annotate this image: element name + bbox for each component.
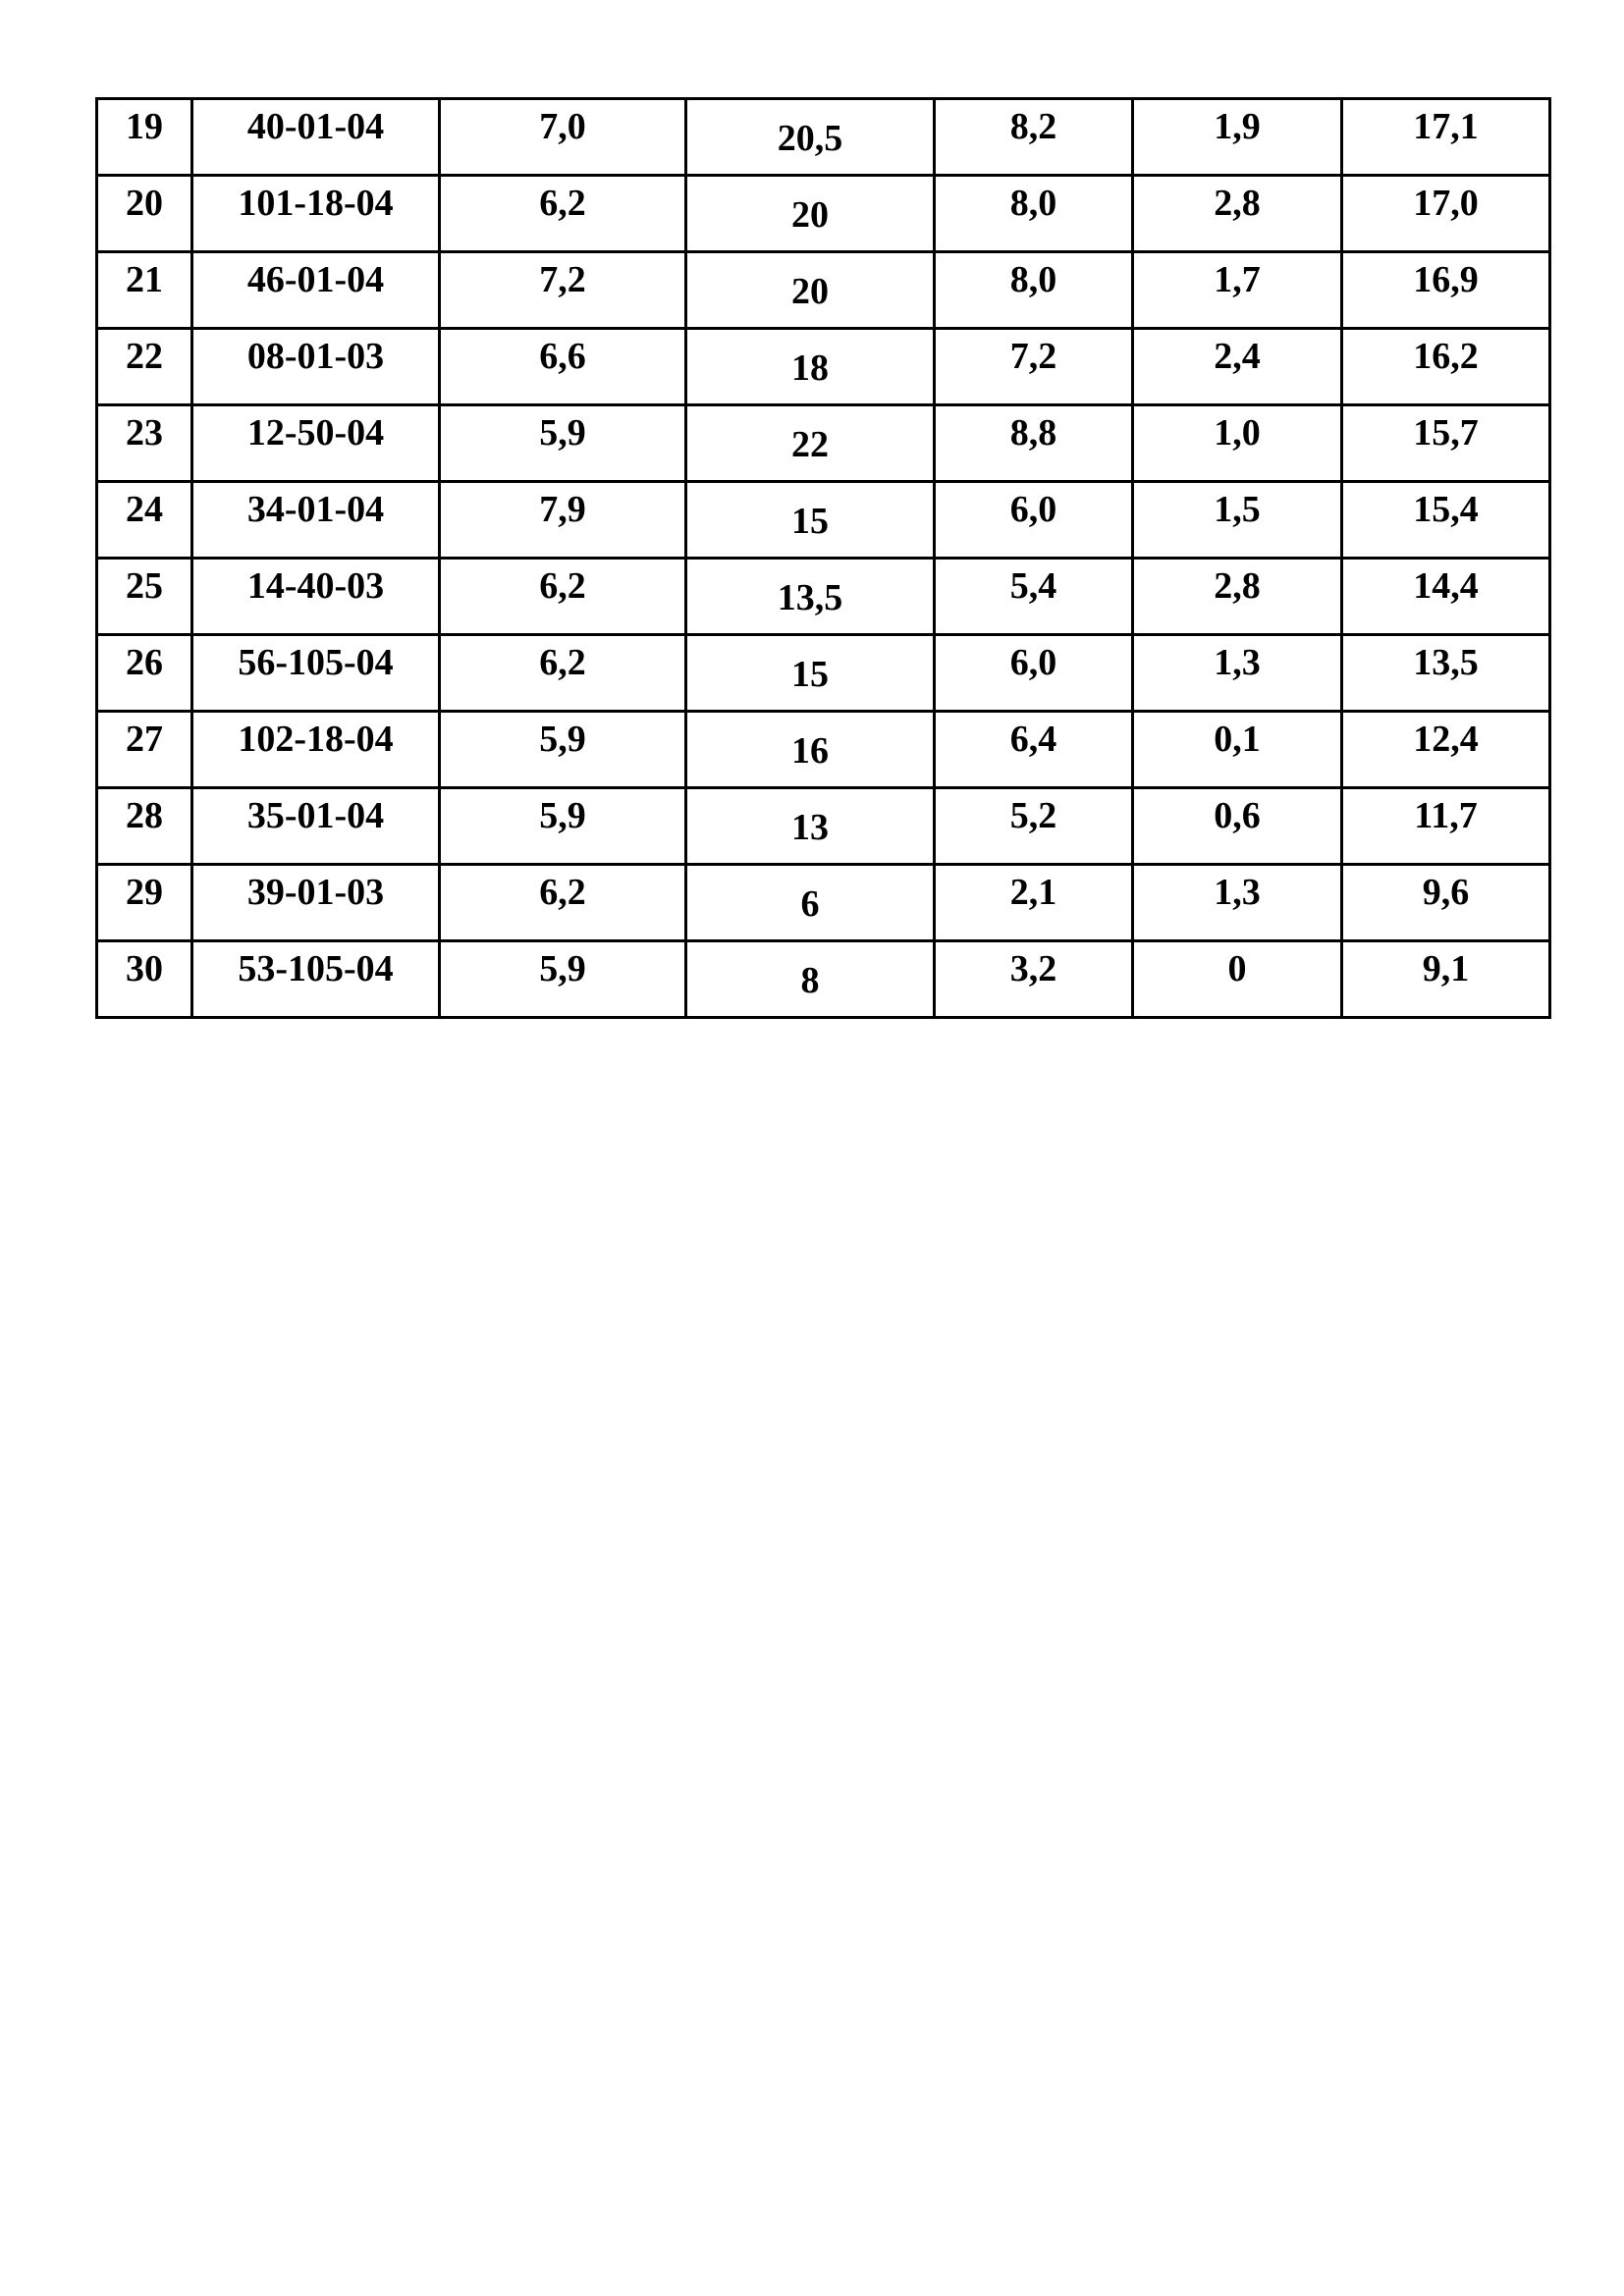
cell-value: 56-105-04 <box>238 642 394 683</box>
cell-value: 6,2 <box>539 565 586 607</box>
table-cell <box>1133 635 1342 712</box>
table-row <box>97 405 1550 482</box>
cell-value: 0,6 <box>1214 795 1261 836</box>
cell-value: 7,9 <box>539 489 586 530</box>
cell-value: 15 <box>791 654 829 695</box>
table-cell <box>192 559 440 635</box>
cell-value: 2,8 <box>1214 565 1261 607</box>
cell-value: 0,1 <box>1214 719 1261 760</box>
cell-value: 20,5 <box>777 118 843 159</box>
cell-value: 0 <box>1227 948 1247 989</box>
table-cell <box>440 252 686 329</box>
cell-value: 13 <box>791 807 829 848</box>
cell-value: 1,7 <box>1214 259 1261 300</box>
table-cell <box>1342 712 1550 788</box>
cell-value: 1,3 <box>1214 872 1261 913</box>
table-cell <box>686 405 935 482</box>
cell-value: 39-01-03 <box>246 872 385 913</box>
table-cell <box>440 405 686 482</box>
cell-value: 1,9 <box>1214 106 1261 147</box>
cell-value: 40-01-04 <box>246 106 385 147</box>
table-cell <box>1133 865 1342 941</box>
cell-value: 101-18-04 <box>238 183 394 224</box>
table-cell <box>686 559 935 635</box>
cell-value: 2,4 <box>1214 336 1261 377</box>
table-cell <box>935 405 1133 482</box>
cell-value: 34-01-04 <box>246 489 385 530</box>
table-cell <box>192 252 440 329</box>
cell-value: 6,0 <box>1009 489 1057 530</box>
table-cell <box>97 559 192 635</box>
cell-value: 12,4 <box>1413 719 1479 760</box>
cell-value: 9,6 <box>1422 872 1470 913</box>
table-cell <box>686 712 935 788</box>
cell-value: 25 <box>126 565 163 607</box>
table-cell <box>1342 482 1550 559</box>
cell-value: 7,2 <box>1009 336 1057 377</box>
table-body <box>97 99 1550 1018</box>
table-cell <box>440 712 686 788</box>
table-cell <box>1133 405 1342 482</box>
table-cell <box>192 99 440 176</box>
cell-value: 20 <box>791 194 829 236</box>
cell-value: 1,5 <box>1214 489 1261 530</box>
cell-value: 24 <box>126 489 163 530</box>
table-row <box>97 176 1550 252</box>
table-cell <box>1342 941 1550 1018</box>
cell-value: 13,5 <box>777 577 843 618</box>
cell-value: 20 <box>791 271 829 312</box>
cell-value: 28 <box>126 795 163 836</box>
cell-value: 6 <box>800 883 820 925</box>
table-cell <box>686 865 935 941</box>
table-cell <box>935 712 1133 788</box>
cell-value: 1,0 <box>1214 412 1261 454</box>
cell-value: 16,2 <box>1413 336 1479 377</box>
cell-value: 22 <box>126 336 163 377</box>
table-cell <box>935 99 1133 176</box>
cell-value: 6,2 <box>539 183 586 224</box>
table-cell <box>97 405 192 482</box>
table-cell <box>1133 482 1342 559</box>
table-cell <box>192 635 440 712</box>
table-cell <box>1342 635 1550 712</box>
table-cell <box>1342 405 1550 482</box>
cell-value: 6,4 <box>1009 719 1057 760</box>
table-cell <box>1133 252 1342 329</box>
table-cell <box>440 865 686 941</box>
data-table <box>95 97 1551 1019</box>
table-row <box>97 252 1550 329</box>
table-cell <box>440 99 686 176</box>
table-cell <box>97 482 192 559</box>
cell-value: 8,0 <box>1009 183 1057 224</box>
table-cell <box>686 482 935 559</box>
cell-value: 6,2 <box>539 872 586 913</box>
table-cell <box>935 941 1133 1018</box>
cell-value: 21 <box>126 259 163 300</box>
table-cell <box>1342 252 1550 329</box>
table-cell <box>1342 329 1550 405</box>
table-cell <box>440 635 686 712</box>
table-row <box>97 482 1550 559</box>
table-cell <box>935 788 1133 865</box>
table-cell <box>440 559 686 635</box>
cell-value: 9,1 <box>1422 948 1470 989</box>
cell-value: 5,9 <box>539 412 586 454</box>
table-cell <box>97 329 192 405</box>
cell-value: 6,0 <box>1009 642 1057 683</box>
table-cell <box>686 252 935 329</box>
cell-value: 18 <box>791 347 829 389</box>
cell-value: 16,9 <box>1413 259 1479 300</box>
table-row <box>97 559 1550 635</box>
cell-value: 2,8 <box>1214 183 1261 224</box>
table-cell <box>1133 99 1342 176</box>
table-cell <box>192 712 440 788</box>
cell-value: 3,2 <box>1009 948 1057 989</box>
cell-value: 26 <box>126 642 163 683</box>
table-cell <box>440 329 686 405</box>
table-cell <box>192 788 440 865</box>
table-cell <box>192 865 440 941</box>
cell-value: 5,9 <box>539 795 586 836</box>
table-cell <box>440 482 686 559</box>
cell-value: 08-01-03 <box>246 336 385 377</box>
table-cell <box>192 329 440 405</box>
cell-value: 7,2 <box>539 259 586 300</box>
table-cell <box>1133 788 1342 865</box>
table-row <box>97 635 1550 712</box>
table-cell <box>1342 788 1550 865</box>
table-cell <box>1133 329 1342 405</box>
table-cell <box>686 941 935 1018</box>
cell-value: 2,1 <box>1009 872 1057 913</box>
table-cell <box>1133 941 1342 1018</box>
table-cell <box>686 788 935 865</box>
table-cell <box>440 941 686 1018</box>
cell-value: 22 <box>791 424 829 465</box>
table-cell <box>935 482 1133 559</box>
cell-value: 14-40-03 <box>246 565 385 607</box>
cell-value: 17,0 <box>1413 183 1479 224</box>
table-cell <box>935 176 1133 252</box>
table-cell <box>1342 99 1550 176</box>
table-cell <box>97 712 192 788</box>
cell-value: 13,5 <box>1413 642 1479 683</box>
table-cell <box>686 99 935 176</box>
cell-value: 12-50-04 <box>246 412 385 454</box>
table-cell <box>935 329 1133 405</box>
cell-value: 7,0 <box>539 106 586 147</box>
cell-value: 6,6 <box>539 336 586 377</box>
table-row <box>97 941 1550 1018</box>
table-row <box>97 788 1550 865</box>
table-cell <box>97 176 192 252</box>
cell-value: 16 <box>791 730 829 772</box>
table-cell <box>440 788 686 865</box>
table-cell <box>1342 865 1550 941</box>
table-cell <box>192 405 440 482</box>
table-cell <box>686 635 935 712</box>
cell-value: 5,4 <box>1009 565 1057 607</box>
cell-value: 27 <box>126 719 163 760</box>
cell-value: 46-01-04 <box>246 259 385 300</box>
cell-value: 8,2 <box>1009 106 1057 147</box>
cell-value: 1,3 <box>1214 642 1261 683</box>
table-row <box>97 329 1550 405</box>
table-cell <box>192 176 440 252</box>
table-cell <box>440 176 686 252</box>
table-cell <box>1133 559 1342 635</box>
cell-value: 17,1 <box>1413 106 1479 147</box>
cell-value: 102-18-04 <box>238 719 394 760</box>
table-cell <box>1342 176 1550 252</box>
table-cell <box>935 252 1133 329</box>
table-cell <box>97 252 192 329</box>
table-cell <box>1133 176 1342 252</box>
table-cell <box>97 788 192 865</box>
cell-value: 53-105-04 <box>238 948 394 989</box>
table-cell <box>97 99 192 176</box>
cell-value: 15,7 <box>1413 412 1479 454</box>
table-cell <box>686 329 935 405</box>
cell-value: 8 <box>800 960 820 1001</box>
cell-value: 19 <box>126 106 163 147</box>
cell-value: 6,2 <box>539 642 586 683</box>
table-row <box>97 712 1550 788</box>
cell-value: 8,0 <box>1009 259 1057 300</box>
cell-value: 29 <box>126 872 163 913</box>
cell-value: 20 <box>126 183 163 224</box>
table-cell <box>935 559 1133 635</box>
table-cell <box>686 176 935 252</box>
cell-value: 15 <box>791 501 829 542</box>
cell-value: 14,4 <box>1413 565 1479 607</box>
cell-value: 30 <box>126 948 163 989</box>
table-row <box>97 99 1550 176</box>
table-cell <box>97 865 192 941</box>
cell-value: 8,8 <box>1009 412 1057 454</box>
table-cell <box>97 635 192 712</box>
cell-value: 35-01-04 <box>246 795 385 836</box>
table-row <box>97 865 1550 941</box>
cell-value: 5,2 <box>1009 795 1057 836</box>
cell-value: 11,7 <box>1414 795 1478 836</box>
cell-value: 15,4 <box>1413 489 1479 530</box>
cell-value: 5,9 <box>539 719 586 760</box>
table-cell <box>192 941 440 1018</box>
cell-value: 23 <box>126 412 163 454</box>
cell-value: 5,9 <box>539 948 586 989</box>
table-cell <box>192 482 440 559</box>
table-cell <box>935 865 1133 941</box>
table-cell <box>1133 712 1342 788</box>
table-cell <box>97 941 192 1018</box>
table-cell <box>1342 559 1550 635</box>
table-cell <box>935 635 1133 712</box>
